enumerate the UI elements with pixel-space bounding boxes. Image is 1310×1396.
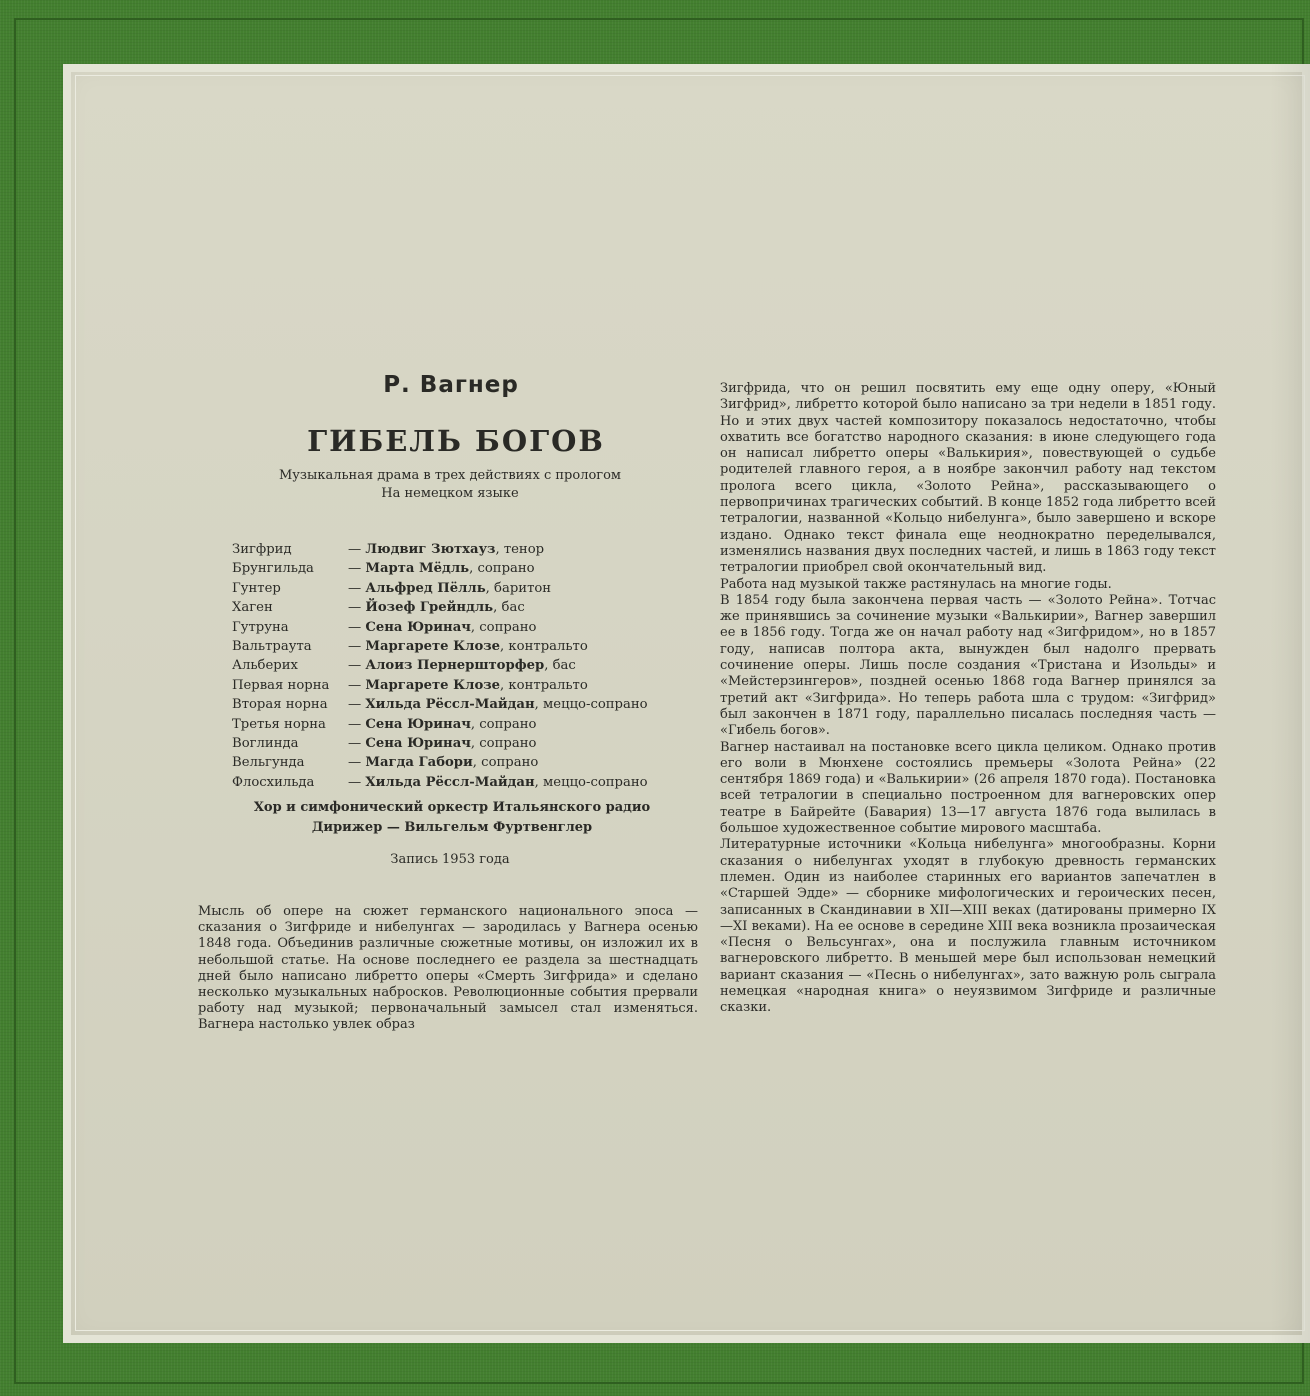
cast-role: Хаген: [232, 600, 273, 616]
cast-row: [232, 559, 692, 578]
cast-row: [232, 637, 692, 656]
cast-performer: — Людвиг Зютхауз, тенор: [348, 542, 545, 557]
cast-role: Вальтраута: [232, 638, 312, 654]
notes-left-column: [198, 904, 698, 1034]
cast-role: Третья норна: [232, 716, 326, 732]
cast-role: Альберих: [232, 658, 298, 674]
cast-row: [232, 656, 692, 675]
page-shadow: [1270, 64, 1310, 1343]
cast-row: [232, 540, 692, 559]
paragraph: Вагнер настаивал на постановке всего цикла целиком. Однако против его воли в Мюнхене состоялись премьеры «Золота Рейна» (22 сентября 1869 года) и «Валькирии» (26 апреля 1870 года). Постановка всей тетралогии в специально построенном для вагнеровских опер театре в Байрейте (Бавария) 13—17 августа 1876 года вылилась в большое художественное событие мирового масштаба.: [720, 739, 1216, 837]
opera-title: ГИБЕЛЬ БОГОВ: [307, 424, 605, 458]
cast-performer: — Сена Юринач, сопрано: [348, 716, 537, 732]
cast-role: Гутруна: [232, 619, 289, 635]
paragraph: Работа над музыкой также растянулась на многие годы.: [720, 576, 1112, 592]
cast-role: Воглинда: [232, 735, 299, 751]
cast-performer: — Сена Юринач, сопрано: [348, 619, 537, 635]
recording-year: Запись 1953 года: [390, 852, 510, 867]
cast-role: Флосхильда: [232, 774, 315, 790]
credits: [232, 798, 672, 838]
cast-performer: — Маргарете Клозе, контральто: [348, 638, 588, 654]
cast-row: [232, 579, 692, 598]
cast-row: [232, 715, 692, 734]
notes-right-column: [720, 381, 1216, 1017]
cast-role: Гунтер: [232, 580, 281, 596]
cast-performer: — Хильда Рёссл-Майдан, меццо-сопрано: [348, 774, 648, 790]
cast-row: [232, 734, 692, 753]
cast-performer: — Марта Мёдль, сопрано: [348, 561, 535, 577]
cast-role: Вельгунда: [232, 755, 305, 771]
cast-performer: — Магда Габори, сопрано: [348, 755, 539, 771]
cast-row: [232, 753, 692, 772]
paragraph: В 1854 году была закончена первая часть — «Золото Рейна». Тотчас же принявшись за сочинение музыки «Валькирии», Вагнер завершил ее в 1856 году. Тогда же он начал работу над «Зигфридом», но в 1857 году, написав полтора акта, вынужден был надолго прервать сочинение оперы. Лишь после создания «Тристана и Изольды» и «Мейстерзингеров», поздней осенью 1868 года Вагнер принялся за третий акт «Зигфрида». Но теперь работа шла с трудом: «Зигфрид» был закончен в 1871 году, параллельно писалась последняя часть — «Гибель богов».: [720, 592, 1216, 739]
cast-row: [232, 618, 692, 637]
composer-name: Р. Вагнер: [383, 372, 519, 398]
cast-row: [232, 598, 692, 617]
cast-performer: — Хильда Рёссл-Майдан, меццо-сопрано: [348, 697, 648, 713]
paragraph: Литературные источники «Кольца нибелунга» многообразны. Корни сказания о нибелунгах уходят в глубокую древность германских племен. Один из наиболее старинных его вариантов запечатлен в «Старшей Эдде» — сборнике мифологических и героических песен, записанных в Скандинавии в XII—XIII веках (датированы примерно IX—XI веками). На ее основе в середине XIII века возникла прозаическая «Песня о Вельсунгах», она и послужила главным источником вагнеровского либретто. В меньшей мере был использован немецкий вариант сказания — «Песнь о нибелунгах», зато важную роль сыграла немецкая «народная книга» о неуязвимом Зигфриде и различные сказки.: [720, 837, 1216, 1016]
cast-row: [232, 773, 692, 792]
cast-role: Первая норна: [232, 677, 330, 693]
cast-performer: — Альфред Пёлль, баритон: [348, 580, 552, 596]
orchestra-line: Хор и симфонический оркестр Итальянского радио: [253, 800, 651, 815]
cast-performer: — Маргарете Клозе, контральто: [348, 677, 588, 693]
opera-subtitle: [230, 467, 670, 503]
conductor-line: Дирижер — Вильгельм Фуртвенглер: [311, 820, 593, 835]
subtitle-line: Музыкальная драма в трех действиях с прологом: [278, 468, 622, 483]
cast-role: Вторая норна: [232, 697, 328, 713]
paragraph: Мысль об опере на сюжет германского национального эпоса — сказания о Зигфриде и нибелунгах — зародилась у Вагнера осенью 1848 года. Объединив различные сюжетные мотивы, он изложил их в небольшой статье. На основе последнего ее раздела за шестнадцать дней было написано либретто оперы «Смерть Зигфрида» и сделано несколько музыкальных набросков. Революционные события прервали работу над музыкой; первоначальный замысел стал изменяться. Вагнера настолько увлек образ: [198, 904, 698, 1033]
language-line: На немецком языке: [381, 486, 519, 501]
cast-role: Брунгильда: [232, 561, 314, 577]
cast-performer: — Алоиз Пернершторфер, бас: [348, 658, 576, 674]
cast-row: [232, 676, 692, 695]
cast-performer: — Йозеф Грейндль, бас: [348, 600, 525, 616]
cast-list: [232, 540, 692, 792]
paragraph: Зигфрида, что он решил посвятить ему еще одну оперу, «Юный Зигфрид», либретто которой было написано за три недели в 1851 году. Но и этих двух частей композитору показалось недостаточно, чтобы охватить все богатство народного сказания: в июне следующего года он написал либретто оперы «Валькирия», повествующей о судьбе родителей главного героя, а в ноябре закончил работу над текстом пролога всего цикла, «Золото Рейна», рассказывающего о первопричинах трагических событий. В конце 1852 года либретто всей тетралогии, названной «Кольцо нибелунга», было завершено и вскоре издано. Однако текст финала еще неоднократно переделывался, изменялись названия двух последних частей, и лишь в 1863 году текст тетралогии приобрел свой окончательный вид.: [720, 381, 1216, 576]
cast-role: Зигфрид: [232, 542, 292, 557]
cast-performer: — Сена Юринач, сопрано: [348, 735, 537, 751]
cast-row: [232, 695, 692, 714]
